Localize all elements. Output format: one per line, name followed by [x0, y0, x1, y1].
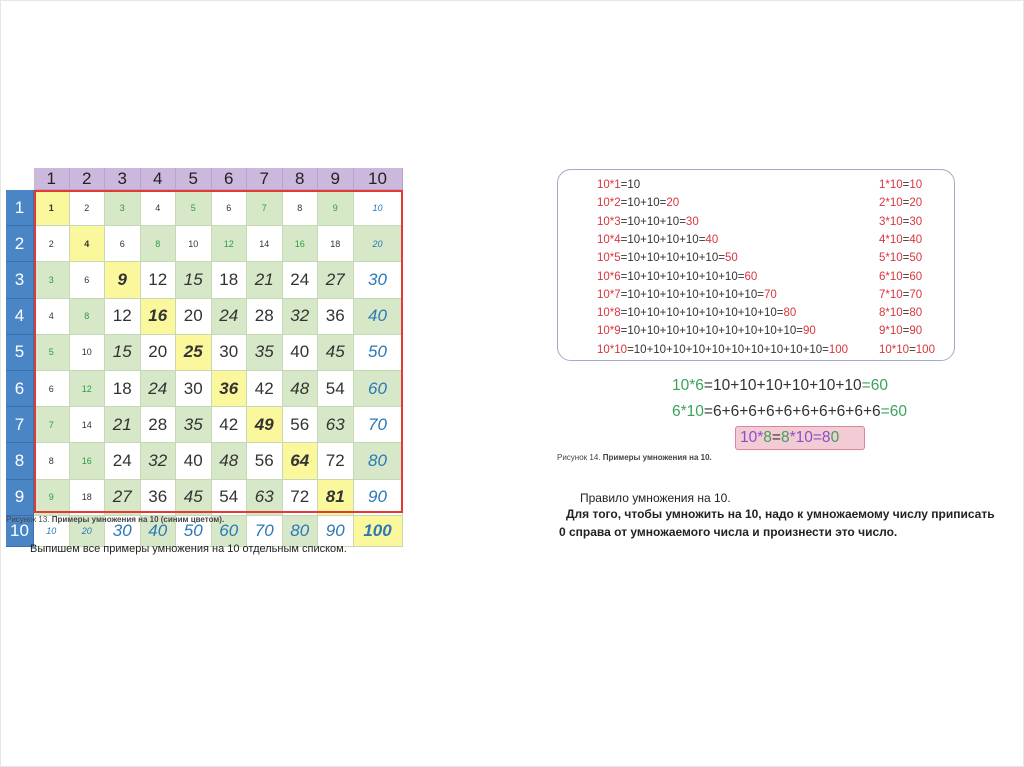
table-cell: 90 — [318, 516, 354, 547]
column-header: 10 — [354, 168, 403, 190]
table-cell: 60 — [354, 371, 403, 407]
left-expr: 10*7 — [597, 288, 621, 301]
rule-heading: Правило умножения на 10. — [580, 491, 731, 505]
list-right-row — [879, 270, 922, 284]
table-cell: 4 — [141, 190, 177, 226]
left-sum: =10 — [620, 179, 641, 191]
column-header: 2 — [70, 168, 106, 190]
table-cell: 49 — [247, 407, 283, 443]
right-result: 80 — [909, 307, 923, 320]
right-result: 60 — [909, 270, 923, 283]
table-cell: 2 — [34, 226, 70, 262]
table-cell: 18 — [70, 480, 106, 516]
eq2-result: =60 — [880, 403, 907, 420]
table-cell: 40 — [354, 299, 403, 335]
column-header: 1 — [34, 168, 70, 190]
table-cell: 20 — [354, 226, 403, 262]
table-cell: 12 — [105, 299, 141, 335]
table-cell: 42 — [247, 371, 283, 407]
left-sum: =10+10+10+10+10+10= — [620, 270, 745, 283]
row-header: 4 — [6, 299, 34, 335]
eq2-expr: 6*10 — [672, 403, 704, 420]
left-sum: =10+10+10+10= — [620, 233, 706, 246]
table-cell: 8 — [141, 226, 177, 262]
table-cell: 81 — [318, 480, 354, 516]
table-cell: 56 — [283, 407, 319, 443]
left-expr: 10*9 — [597, 325, 621, 338]
table-cell: 16 — [141, 299, 177, 335]
table-cell: 7 — [34, 407, 70, 443]
table-cell: 24 — [283, 262, 319, 298]
table-cell: 70 — [354, 407, 403, 443]
column-header: 3 — [105, 168, 141, 190]
table-cell: 20 — [141, 335, 177, 371]
table-cell: 36 — [318, 299, 354, 335]
table-cell: 12 — [212, 226, 248, 262]
left-expr: 10*10 — [597, 343, 628, 356]
table-cell: 30 — [212, 335, 248, 371]
table-cell: 6 — [70, 262, 106, 298]
table-cell: 30 — [105, 516, 141, 547]
row-header: 2 — [6, 226, 34, 262]
eq1-sum: =10+10+10+10+10+10 — [703, 377, 862, 394]
table-cell: 63 — [247, 480, 283, 516]
table-cell: 35 — [247, 335, 283, 371]
table-cell: 9 — [105, 262, 141, 298]
left-expr: 10*1 — [597, 179, 621, 191]
table-cell: 9 — [34, 480, 70, 516]
eq1-result: =60 — [861, 377, 888, 394]
list-left-row — [597, 178, 640, 192]
list-right-row — [879, 233, 922, 247]
table-cell: 12 — [70, 371, 106, 407]
table-cell: 9 — [318, 190, 354, 226]
right-expr: 6*10 — [879, 270, 903, 283]
left-result: 90 — [802, 325, 816, 338]
left-sum: =10+10+10+10+10+10+10+10= — [620, 307, 784, 320]
left-expr: 10*3 — [597, 215, 621, 228]
left-expr: 10*8 — [597, 307, 621, 320]
list-right-row — [879, 306, 922, 320]
column-header: 6 — [212, 168, 248, 190]
figure14-caption — [557, 453, 712, 462]
list-left-row — [597, 306, 796, 320]
eq1-expr: 10*6 — [672, 377, 704, 394]
list-right-row — [879, 178, 922, 192]
table-cell: 28 — [141, 407, 177, 443]
right-equals: = — [902, 325, 910, 338]
eq3-e: *10 — [789, 429, 813, 446]
table-cell: 21 — [247, 262, 283, 298]
left-result: 80 — [783, 307, 797, 320]
table-cell: 24 — [105, 443, 141, 479]
eq3-b: 8 — [763, 429, 772, 446]
column-header: 8 — [283, 168, 319, 190]
table-cell: 10 — [176, 226, 212, 262]
right-result: 10 — [909, 179, 923, 191]
right-expr: 9*10 — [879, 325, 903, 338]
table-cell: 5 — [176, 190, 212, 226]
row-header: 1 — [6, 190, 34, 226]
table-cell: 6 — [212, 190, 248, 226]
list-left-row — [597, 251, 738, 265]
eq3-a: 10* — [740, 429, 764, 446]
row-header: 7 — [6, 407, 34, 443]
right-result: 100 — [915, 343, 935, 356]
list-left-row — [597, 233, 718, 247]
table-cell: 32 — [141, 443, 177, 479]
list-left-row — [597, 196, 679, 210]
right-equals: = — [902, 252, 910, 265]
table-cell: 50 — [176, 516, 212, 547]
examples-list-box — [557, 169, 955, 361]
list-right-row — [879, 343, 935, 357]
left-result: 20 — [666, 197, 680, 210]
list-left-row — [597, 270, 757, 284]
right-expr: 3*10 — [879, 215, 903, 228]
right-result: 90 — [909, 325, 923, 338]
table-cell: 35 — [176, 407, 212, 443]
left-sum: =10+10+10= — [620, 215, 686, 228]
right-result: 20 — [909, 197, 923, 210]
row-header: 9 — [6, 480, 34, 516]
table-cell: 40 — [176, 443, 212, 479]
table-cell: 28 — [247, 299, 283, 335]
table-cell: 60 — [212, 516, 248, 547]
table-cell: 1 — [34, 190, 70, 226]
right-result: 40 — [909, 233, 923, 246]
left-expr: 10*5 — [597, 252, 621, 265]
list-right-row — [879, 196, 922, 210]
note-left: Выпишем все примеры умножения на 10 отдельным списком. — [30, 543, 347, 555]
multiplication-table — [6, 168, 403, 547]
eq3-f: =8 — [812, 429, 831, 446]
figure14-title: Примеры умножения на 10. — [602, 453, 712, 462]
table-cell: 48 — [212, 443, 248, 479]
left-sum: =10+10+10+10+10+10+10= — [620, 288, 764, 301]
table-cell: 4 — [70, 226, 106, 262]
table-cell: 6 — [105, 226, 141, 262]
table-cell: 100 — [354, 516, 403, 547]
list-right-row — [879, 324, 922, 338]
table-cell: 2 — [70, 190, 106, 226]
table-cell: 10 — [34, 516, 70, 547]
table-cell: 24 — [212, 299, 248, 335]
left-expr: 10*2 — [597, 197, 621, 210]
eq3-d: 8 — [780, 429, 790, 446]
table-cell: 10 — [354, 190, 403, 226]
eq2-sum: =6+6+6+6+6+6+6+6+6+6 — [703, 403, 881, 420]
column-header: 7 — [247, 168, 283, 190]
table-cell: 6 — [34, 371, 70, 407]
right-equals: = — [902, 307, 910, 320]
table-cell: 16 — [70, 443, 106, 479]
list-right-row — [879, 251, 922, 265]
row-header: 10 — [6, 516, 34, 547]
table-corner — [6, 168, 34, 190]
list-left-row — [597, 215, 699, 229]
left-expr: 10*6 — [597, 270, 621, 283]
left-expr: 10*4 — [597, 233, 621, 246]
table-cell: 12 — [141, 262, 177, 298]
right-equals: = — [909, 343, 916, 356]
list-right-row — [879, 215, 922, 229]
table-cell: 20 — [70, 516, 106, 547]
left-result: 100 — [828, 343, 849, 356]
table-cell: 40 — [141, 516, 177, 547]
table-cell: 20 — [176, 299, 212, 335]
figure13-caption — [6, 515, 224, 524]
right-expr: 2*10 — [879, 197, 903, 210]
left-result: 70 — [763, 288, 777, 301]
table-cell: 21 — [105, 407, 141, 443]
table-cell: 72 — [318, 443, 354, 479]
table-cell: 32 — [283, 299, 319, 335]
table-cell: 14 — [247, 226, 283, 262]
table-cell: 18 — [105, 371, 141, 407]
equation-10x8 — [740, 429, 839, 447]
right-result: 70 — [909, 288, 923, 301]
eq3-c: = — [771, 429, 781, 446]
list-left-row — [597, 324, 816, 338]
table-cell: 48 — [283, 371, 319, 407]
table-cell: 54 — [318, 371, 354, 407]
table-cell: 45 — [318, 335, 354, 371]
rule-line1: Для того, чтобы умножить на 10, надо к умножаемому числу приписать — [566, 507, 995, 521]
figure13-title: Примеры умножения на 10 (синим цветом). — [51, 515, 225, 524]
right-expr: 10*10 — [879, 343, 910, 356]
eq3-g: 0 — [830, 429, 840, 446]
column-header: 9 — [318, 168, 354, 190]
table-cell: 15 — [176, 262, 212, 298]
table-cell: 54 — [212, 480, 248, 516]
row-header: 8 — [6, 443, 34, 479]
right-expr: 7*10 — [879, 288, 903, 301]
table-cell: 3 — [34, 262, 70, 298]
table-cell: 36 — [212, 371, 248, 407]
figure13-label: Рисунок 13. — [6, 515, 50, 524]
row-header: 3 — [6, 262, 34, 298]
table-cell: 16 — [283, 226, 319, 262]
table-cell: 27 — [318, 262, 354, 298]
right-equals: = — [902, 215, 910, 228]
column-header: 5 — [176, 168, 212, 190]
table-cell: 56 — [247, 443, 283, 479]
list-left-row — [597, 288, 777, 302]
table-cell: 70 — [247, 516, 283, 547]
table-cell: 15 — [105, 335, 141, 371]
left-result: 50 — [724, 252, 738, 265]
right-equals: = — [902, 288, 910, 301]
equation-6x10 — [672, 403, 907, 421]
table-cell: 30 — [176, 371, 212, 407]
column-header: 4 — [141, 168, 177, 190]
right-result: 30 — [909, 215, 923, 228]
table-cell: 80 — [283, 516, 319, 547]
left-sum: =10+10= — [620, 197, 667, 210]
table-cell: 18 — [318, 226, 354, 262]
left-sum: =10+10+10+10+10+10+10+10+10+10= — [627, 343, 829, 356]
table-cell: 14 — [70, 407, 106, 443]
right-equals: = — [902, 179, 910, 191]
table-cell: 90 — [354, 480, 403, 516]
table-cell: 72 — [283, 480, 319, 516]
table-cell: 40 — [283, 335, 319, 371]
list-left-row — [597, 343, 848, 357]
right-equals: = — [902, 233, 910, 246]
table-cell: 80 — [354, 443, 403, 479]
rule-line2: 0 справа от умножаемого числа и произнести это число. — [559, 525, 898, 539]
table-cell: 7 — [247, 190, 283, 226]
table-cell: 5 — [34, 335, 70, 371]
table-cell: 18 — [212, 262, 248, 298]
table-cell: 4 — [34, 299, 70, 335]
table-cell: 3 — [105, 190, 141, 226]
left-result: 40 — [705, 233, 719, 246]
table-cell: 25 — [176, 335, 212, 371]
right-expr: 8*10 — [879, 307, 903, 320]
equation-10x6 — [672, 377, 888, 395]
left-sum: =10+10+10+10+10= — [620, 252, 725, 265]
right-equals: = — [902, 270, 910, 283]
figure14-label: Рисунок 14. — [557, 453, 601, 462]
left-result: 60 — [744, 270, 758, 283]
table-cell: 45 — [176, 480, 212, 516]
table-cell: 30 — [354, 262, 403, 298]
right-equals: = — [902, 197, 910, 210]
row-header: 6 — [6, 371, 34, 407]
list-right-row — [879, 288, 922, 302]
left-result: 30 — [685, 215, 699, 228]
row-header: 5 — [6, 335, 34, 371]
right-result: 50 — [909, 252, 923, 265]
left-sum: =10+10+10+10+10+10+10+10+10= — [620, 325, 803, 338]
table-cell: 8 — [70, 299, 106, 335]
right-expr: 4*10 — [879, 233, 903, 246]
table-cell: 50 — [354, 335, 403, 371]
right-expr: 1*10 — [879, 179, 903, 191]
table-cell: 27 — [105, 480, 141, 516]
table-cell: 42 — [212, 407, 248, 443]
table-cell: 8 — [34, 443, 70, 479]
table-cell: 8 — [283, 190, 319, 226]
table-cell: 36 — [141, 480, 177, 516]
table-cell: 10 — [70, 335, 106, 371]
table-cell: 24 — [141, 371, 177, 407]
right-expr: 5*10 — [879, 252, 903, 265]
table-cell: 64 — [283, 443, 319, 479]
table-cell: 63 — [318, 407, 354, 443]
